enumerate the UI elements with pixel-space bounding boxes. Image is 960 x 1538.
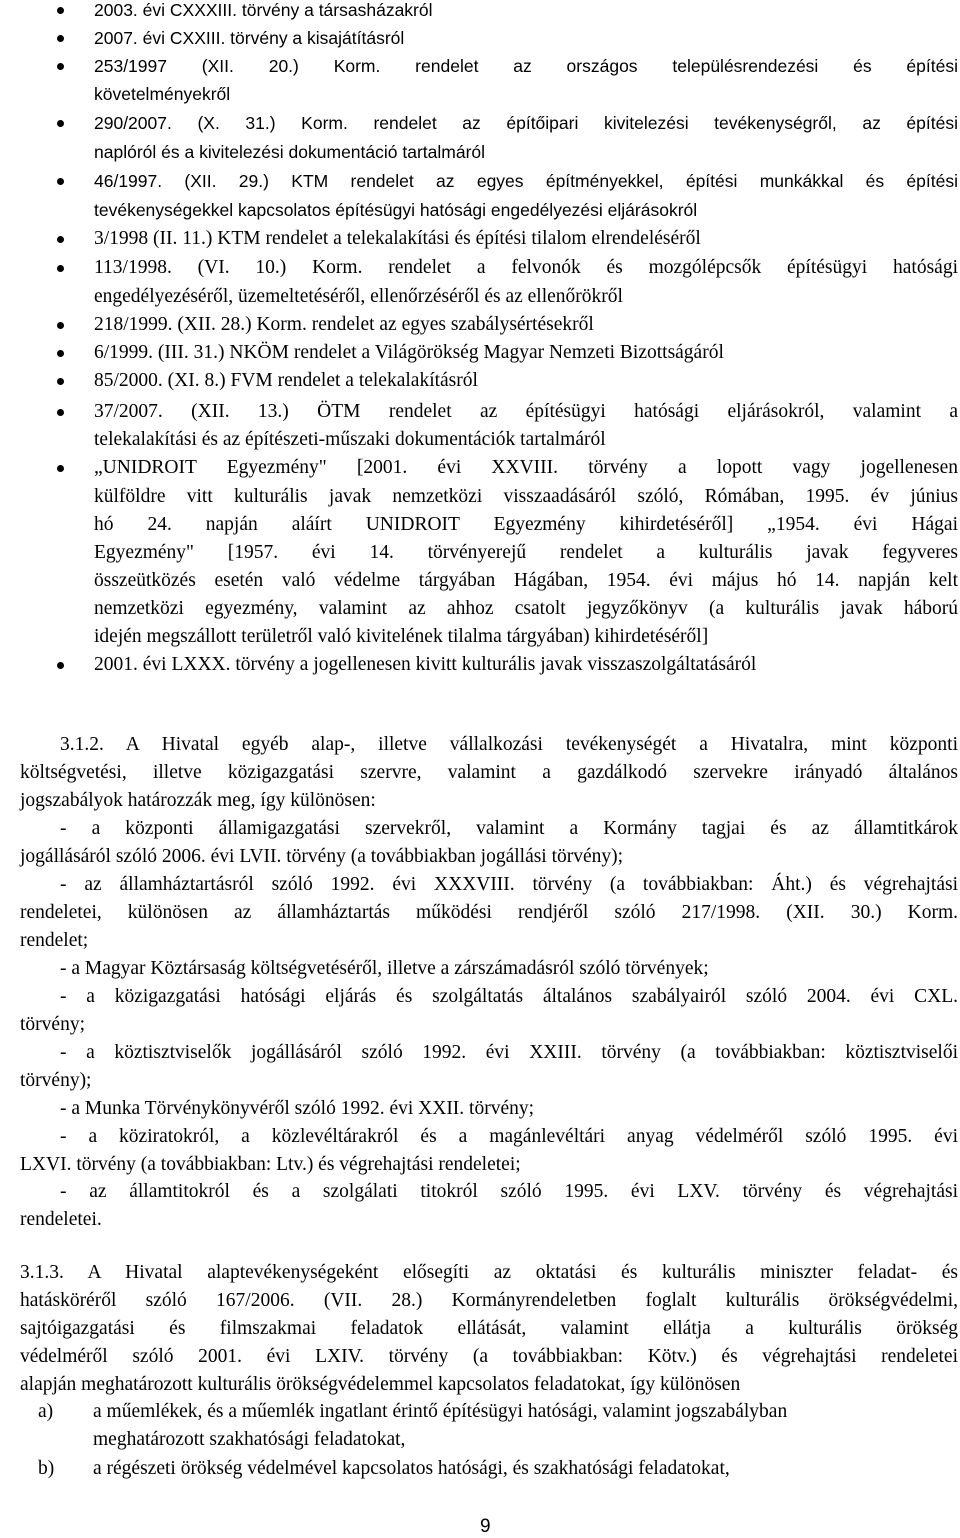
list-item-line: engedélyezéséről, üzemeltetéséről, ellenőrzéséről és az ellenőrökről bbox=[94, 286, 623, 307]
bullet-icon bbox=[57, 350, 64, 357]
page-number: 9 bbox=[480, 1516, 491, 1537]
list-item-line: nemzetközi egyezmény, valamint az ahhoz csatolt jegyzőkönyv (a kulturális javak háború bbox=[94, 598, 958, 619]
list-item-line: összeütközés esetén való védelme tárgyában Hágában, 1954. évi május hó 14. napján kelt bbox=[94, 570, 958, 591]
bullet-icon bbox=[57, 409, 64, 416]
list-item-line: 2001. évi LXXX. törvény a jogellenesen kivitt kulturális javak visszaszolgáltatásáról bbox=[94, 654, 757, 675]
bullet-icon bbox=[57, 63, 64, 70]
list-item-line: „UNIDROIT Egyezmény" [2001. évi XXVIII. törvény a lopott vagy jogellenesen bbox=[94, 457, 958, 478]
list-item-line: követelményekről bbox=[94, 84, 231, 104]
list-item-line: telekalakítási és az építészeti-műszaki dokumentációk tartalmáról bbox=[94, 429, 606, 450]
paragraph-line: hatásköréről szóló 167/2006. (VII. 28.) Kormányrendeletben foglalt kulturális örökségvédelmi, bbox=[20, 1290, 958, 1311]
bullet-icon bbox=[57, 378, 64, 385]
list-item-line: 6/1999. (III. 31.) NKÖM rendelet a Világörökség Magyar Nemzeti Bizottságáról bbox=[94, 342, 724, 363]
list-item-line: 3/1998 (II. 11.) KTM rendelet a telekalakítási és építési tilalom elrendeléséről bbox=[94, 228, 701, 249]
list-item-line: hó 24. napján aláírt UNIDROIT Egyezmény kihirdetéséről] „1954. évi Hágai bbox=[94, 514, 958, 535]
paragraph-line: - a köziratokról, a közlevéltárakról és a magánlevéltári anyag védelméről szóló 1995. évi bbox=[60, 1126, 958, 1147]
list-item-line: idején megszállott területről való kivitelének tilalma tárgyában) kihirdetéséről] bbox=[94, 626, 709, 647]
paragraph-line: alapján meghatározott kulturális örökségvédelemmel kapcsolatos feladatokat, így különösen bbox=[20, 1374, 741, 1395]
paragraph-line: rendeletei. bbox=[20, 1209, 102, 1230]
bullet-icon bbox=[57, 178, 64, 185]
paragraph-line: rendelet; bbox=[20, 930, 89, 951]
bullet-icon bbox=[57, 120, 64, 127]
paragraph-line: - a közigazgatási hatósági eljárás és szolgáltatás általános szabályairól szóló 2004. évi CXL. bbox=[60, 986, 958, 1007]
paragraph-line: - a Munka Törvénykönyvéről szóló 1992. évi XXII. törvény; bbox=[60, 1098, 535, 1119]
list-item-line: a műemlékek, és a műemlék ingatlant érintő építésügyi hatósági, valamint jogszabályban bbox=[93, 1401, 788, 1422]
list-item-line: 46/1997. (XII. 29.) KTM rendelet az egyes építményekkel, építési munkákkal és építési bbox=[94, 171, 958, 191]
list-item-line: a régészeti örökség védelmével kapcsolatos hatósági, és szakhatósági feladatokat, bbox=[93, 1458, 730, 1479]
bullet-icon bbox=[57, 465, 64, 472]
bullet-icon bbox=[57, 662, 64, 669]
bullet-icon bbox=[57, 236, 64, 243]
list-item-line: 253/1997 (XII. 20.) Korm. rendelet az országos településrendezési és építési bbox=[94, 56, 958, 76]
paragraph-line: - a Magyar Köztársaság költségvetéséről, illetve a zárszámadásról szóló törvények; bbox=[60, 958, 709, 979]
list-item-line: 113/1998. (VI. 10.) Korm. rendelet a felvonók és mozgólépcsők építésügyi hatósági bbox=[94, 257, 958, 278]
list-item-line: tevékenységekkel kapcsolatos építésügyi hatósági engedélyezési eljárásokról bbox=[94, 200, 698, 220]
paragraph-line: - a köztisztviselők jogállásáról szóló 1992. évi XXIII. törvény (a továbbiakban: köztisztviselői bbox=[60, 1042, 958, 1063]
list-item-line: meghatározott szakhatósági feladatokat, bbox=[93, 1429, 406, 1450]
paragraph-line: törvény; bbox=[20, 1014, 85, 1035]
list-item-line: 37/2007. (XII. 13.) ÖTM rendelet az építésügyi hatósági eljárásokról, valamint a bbox=[94, 401, 958, 422]
paragraph-line: sajtóigazgatási és filmszakmai feladatok ellátását, valamint ellátja a kulturális örökség bbox=[20, 1318, 958, 1339]
paragraph-line: LXVI. törvény (a továbbiakban: Ltv.) és végrehajtási rendeletei; bbox=[20, 1154, 521, 1175]
paragraph-line: jogszabályok határozzák meg, így különösen: bbox=[20, 790, 376, 811]
bullet-icon bbox=[57, 7, 64, 14]
list-item-line: Egyezmény" [1957. évi 14. törvényerejű rendelet a kulturális javak fegyveres bbox=[94, 542, 958, 563]
list-marker: b) bbox=[38, 1458, 55, 1479]
paragraph-line: jogállásáról szóló 2006. évi LVII. törvény (a továbbiakban jogállási törvény); bbox=[20, 846, 624, 867]
paragraph-line: törvény); bbox=[20, 1070, 92, 1091]
bullet-icon bbox=[57, 265, 64, 272]
list-item-line: külföldre vitt kulturális javak nemzetközi visszaadásáról szóló, Rómában, 1995. év június bbox=[94, 486, 958, 507]
list-item-line: 2003. évi CXXXIII. törvény a társasházakról bbox=[94, 0, 433, 20]
bullet-icon bbox=[57, 322, 64, 329]
paragraph-line: védelméről szóló 2001. évi LXIV. törvény (a továbbiakban: Kötv.) és végrehajtási rendeletei bbox=[20, 1346, 958, 1367]
list-item-line: 218/1999. (XII. 28.) Korm. rendelet az egyes szabálysértésekről bbox=[94, 314, 594, 335]
list-item-line: 85/2000. (XI. 8.) FVM rendelet a telekalakításról bbox=[94, 370, 478, 391]
paragraph-line: - az államtitokról és a szolgálati titokról szóló 1995. évi LXV. törvény és végrehajtási bbox=[60, 1181, 958, 1202]
section-heading-312: 3.1.2. A Hivatal egyéb alap-, illetve vállalkozási tevékenységét a Hivatalra, mint központi bbox=[60, 734, 958, 755]
list-item-line: naplóról és a kivitelezési dokumentáció tartalmáról bbox=[94, 142, 486, 162]
list-marker: a) bbox=[38, 1401, 54, 1422]
list-item-line: 290/2007. (X. 31.) Korm. rendelet az építőipari kivitelezési tevékenységről, az építési bbox=[94, 113, 958, 133]
section-heading-313: 3.1.3. A Hivatal alaptevékenységeként elősegíti az oktatási és kulturális miniszter feladat- és bbox=[20, 1262, 958, 1283]
paragraph-line: költségvetési, illetve közigazgatási szervre, valamint a gazdálkodó szervekre irányadó általános bbox=[20, 762, 958, 783]
bullet-icon bbox=[57, 35, 64, 42]
paragraph-line: - a központi államigazgatási szervekről, valamint a Kormány tagjai és az államtitkárok bbox=[60, 818, 958, 839]
paragraph-line: rendeletei, különösen az államháztartás működési rendjéről szóló 217/1998. (XII. 30.) Korm. bbox=[20, 902, 958, 923]
list-item-line: 2007. évi CXXIII. törvény a kisajátításról bbox=[94, 28, 405, 48]
paragraph-line: - az államháztartásról szóló 1992. évi XXXVIII. törvény (a továbbiakban: Áht.) és végrehajtási bbox=[60, 874, 958, 895]
